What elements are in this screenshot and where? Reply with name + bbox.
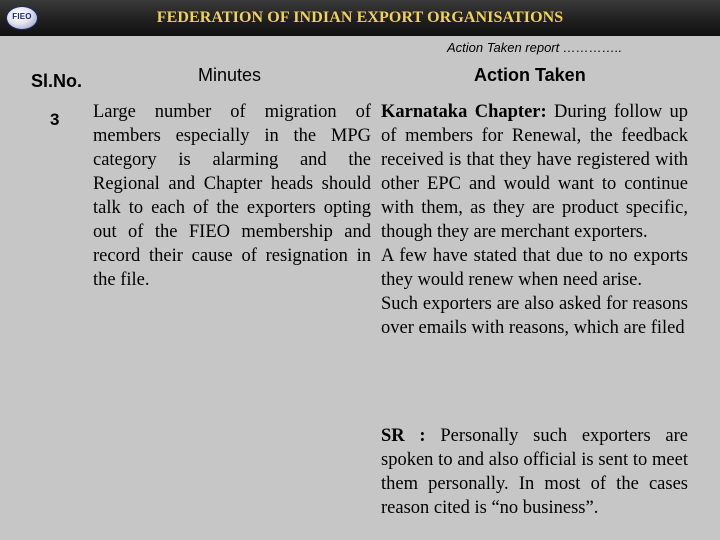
minutes-text: Large number of migration of members especially in the MPG category is alarming and the Regional and Chapter heads should talk to each of the exporters opting out of the FIEO membership and record their cause of resignation in the file. (93, 102, 371, 290)
sr-paragraph (381, 424, 688, 520)
action-taken-block (381, 100, 688, 340)
karnataka-paragraph (381, 100, 688, 244)
karnataka-chapter-text: During follow up of members for Renewal, the feedback received is that they have registered with other EPC and would want to continue with them, as they are product specific, though they are merchant exporters. (381, 102, 688, 242)
title-bar (0, 0, 720, 36)
fieo-logo-text: FIEO (12, 12, 32, 21)
report-subtitle: Action Taken report ………….. (447, 40, 623, 55)
organisation-title: FEDERATION OF INDIAN EXPORT ORGANISATIONS (156, 9, 564, 26)
email-reasons-paragraph: Such exporters are also asked for reasons over emails with reasons, which are filed (381, 294, 688, 338)
column-header-action-taken: Action Taken (474, 65, 586, 85)
row-sl-number: 3 (50, 110, 60, 129)
sr-label: SR : (381, 426, 426, 446)
karnataka-chapter-label: Karnataka Chapter: (381, 102, 547, 122)
column-header-minutes: Minutes (198, 65, 262, 85)
sr-text: Personally such exporters are spoken to and also official is sent to meet them personally. In most of the cases reason cited is “no business”. (381, 426, 688, 518)
few-exporters-paragraph: A few have stated that due to no exports they would renew when need arise. (381, 246, 688, 290)
column-header-sl-no: Sl.No. (31, 71, 83, 91)
